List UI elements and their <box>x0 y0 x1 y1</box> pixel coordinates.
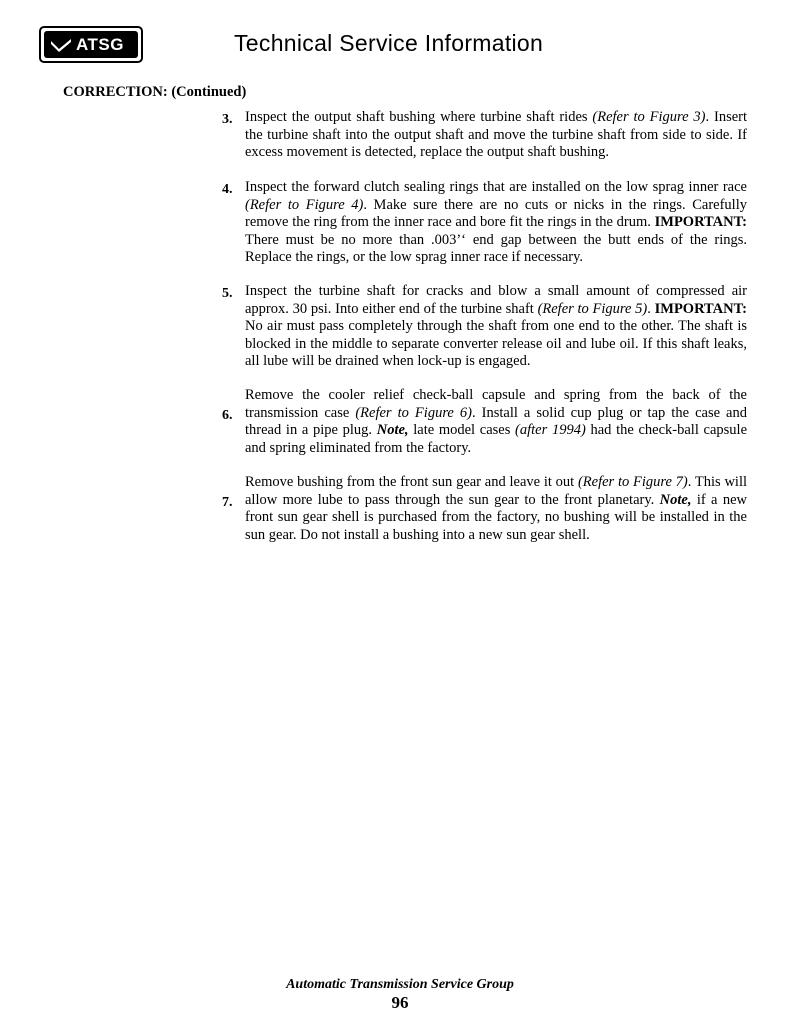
step-text-run: . Install a solid cup plug or tap the case and thread in a pipe plug. <box>245 404 747 438</box>
footer-organization: Automatic Transmission Service Group <box>286 977 514 992</box>
step-text-run: . This will allow more lube to pass through the sun gear to the front planetary. <box>245 474 747 508</box>
figure-reference: (Refer to Figure 7) <box>577 474 688 490</box>
figure-reference: (after 1994) <box>515 422 586 438</box>
step-text <box>245 387 747 457</box>
step-number: 7. <box>222 495 233 510</box>
step-text-run: . <box>647 300 655 317</box>
step-text-run: . Insert the turbine shaft into the output shaft and move the turbine shaft from side to side. If excess movement is detected, replace the output shaft bushing. <box>245 109 748 160</box>
checkmark-icon <box>50 38 72 52</box>
figure-reference: (Refer to Figure 5) <box>537 300 648 317</box>
step-text-run: late model cases <box>408 422 516 438</box>
emphasis-label: IMPORTANT: <box>654 300 748 317</box>
step-text-run: Inspect the turbine shaft for cracks and blow a small amount of compressed air approx. 30 psi. Into either end of the turbine shaft <box>245 283 747 317</box>
logo-text: ATSG <box>76 34 124 54</box>
step-text-run: No air must pass completely through the shaft from one end to the other. The shaft is blocked in the middle to separate converter release oil and lube oil. If this shaft leaks, all lube will be drained when lock-up is engaged. <box>245 318 747 369</box>
step-text-run: Remove bushing from the front sun gear and leave it out <box>245 474 578 490</box>
figure-reference: (Refer to Figure 3) <box>592 109 706 125</box>
page-number: 96 <box>391 993 409 1012</box>
emphasis-label: Note, <box>376 422 409 438</box>
step-text-run: Remove the cooler relief check-ball capsule and spring from the back of the transmission case <box>245 387 747 421</box>
step-text-run: if a new front sun gear shell is purchased from the factory, no bushing will be installed in the sun gear. Do not install a bushing into a new sun gear shell. <box>245 491 747 543</box>
emphasis-label: IMPORTANT: <box>654 214 747 230</box>
step-number: 4. <box>222 182 233 197</box>
page-title: Technical Service Information <box>234 30 544 56</box>
figure-reference: (Refer to Figure 6) <box>355 404 472 421</box>
step-text <box>245 283 747 371</box>
step-text-run: There must be no more than .003’‘ end gap between the butt ends of the rings. Replace the rings, or the low sprag inner race if necessary. <box>245 231 747 265</box>
figure-reference: (Refer to Figure 4) <box>245 196 364 213</box>
step-text-run: Inspect the forward clutch sealing rings that are installed on the low sprag inner race <box>245 179 747 195</box>
step-number: 3. <box>222 112 233 127</box>
step-text-run: . Make sure there are no cuts or nicks in the rings. Carefully remove the ring from the inner race and bore fit the rings in the drum. <box>245 196 747 230</box>
emphasis-label: Note, <box>659 491 692 508</box>
step-text-run: had the check-ball capsule and spring eliminated from the factory. <box>245 422 748 456</box>
step-number: 5. <box>222 286 233 301</box>
logo-badge <box>44 31 138 58</box>
section-heading: CORRECTION: (Continued) <box>63 84 247 100</box>
step-text <box>245 179 747 267</box>
step-text <box>245 109 747 162</box>
atsg-logo <box>39 26 143 63</box>
step-text <box>245 474 747 544</box>
step-text-run: Inspect the output shaft bushing where turbine shaft rides <box>245 109 593 125</box>
step-number: 6. <box>222 408 233 423</box>
